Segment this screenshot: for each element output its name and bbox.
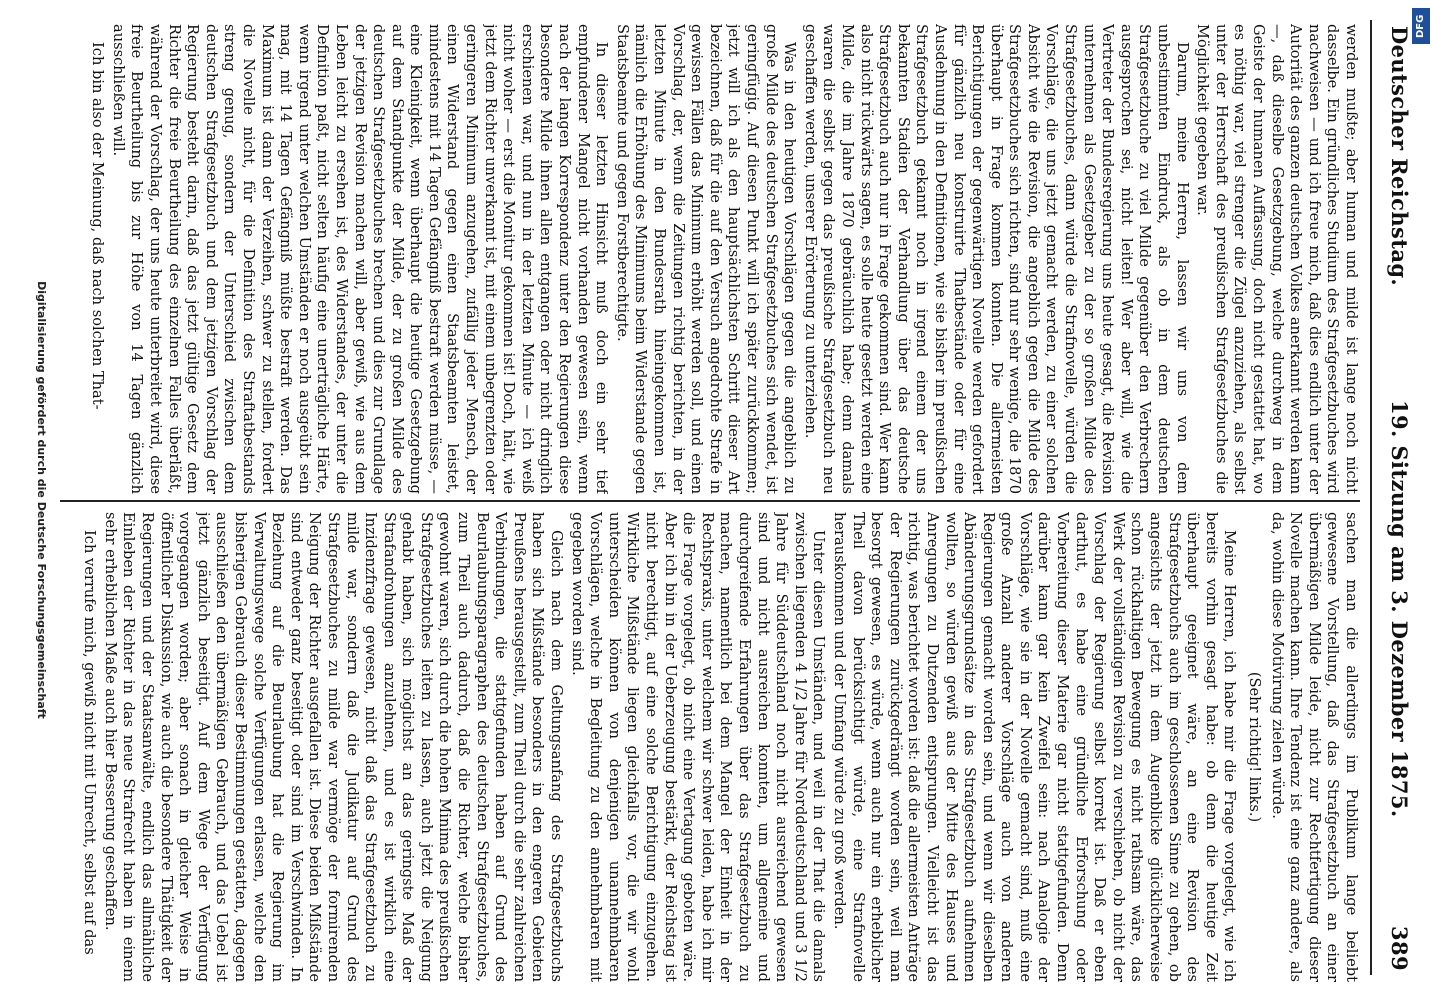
dfg-logo: DFG xyxy=(1412,8,1430,44)
right-column xyxy=(60,512,1360,982)
publication-title: Deutscher Reichstag. xyxy=(1387,26,1412,287)
header-rule xyxy=(1370,20,1372,975)
column-rule xyxy=(60,500,1360,502)
interjection: (Sehr richtig! links.) xyxy=(1246,671,1264,823)
paragraph: Meine Herren, ich habe mir die Frage vorgelegt, wie ich bereits vorhin gesagt habe: ob denn die heutige Zeit überhaupt geeignet wäre, an eine Revision des Strafgesetzbuchs auch im geschlossenen Sinne zu gehen, ob angesichts der jetzt in dem Augenblicke glücklicherweise schon rückhaltigen Bewegung es nicht rathsam wäre, das Werk der vollständigen Revision zu verschieben, ob nicht der Vorschlag der Regierung selbst korrekt ist. Daß er eben darthut, es habe eine gründliche Erforschung oder Vorbereitung dieser Materie gar nicht stattgefunden. Denn darüber kann gar kein Zweifel sein: nach Analogie der Vorschläge, wie sie in der Novelle gemacht sind, muß eine große Anzahl anderer Vorschläge auch von anderen Regierungen gemacht worden sein, und wenn wir dieselben Abänderungsgrundsätze in das Strafgesetzbuch aufnehmen wollten, so würden gewiß aus der Mitte des Hauses und Anregungen zu Dutzenden entsprungen. Vielleicht ist das richtig, was berichtet worden ist: daß die allermeisten Anträge der Regierungen zurückgedrängt worden sein, weil man besorgt gewesen, es würde, wenn auch nur ein erheblicher Theil davon berücksichtigt würde, eine Strafnovelle herauskommen und der Umfang würde zu groß werden. xyxy=(830,512,1239,982)
running-head xyxy=(1378,20,1412,975)
paragraph: Darum, meine Herren, lassen wir uns von dem unbestimmten Eindruck, als ob in dem deutschen Strafgesetzbuche zu viel Milde gegenüber den Verbrechern ausgesprochen sei, nicht leiten! Wer aber will, wie die Vertreter der Bundesregierung uns heute gesagt, die Revision unternehmen als Gesetzgeber zu der so großen Milde des Strafgesetzbuches, dann würde die Strafnovelle, würden die Vorschläge, die uns jetzt gemacht werden, zu einer solchen Absicht wie die Revision, die angeblich gegen die Milde des Strafgesetzbuches sich richten, sind nur sehr wenige, die 1870 überhaupt in Frage kommen konnten. Die allermeisten Berichtigungen der gegenwärtigen Novelle werden gefordert für gänzlich neu konstruirte Thatbestände oder für eine Ausdehnung in den Definitionen, wie sie bisher im preußischen Strafgesetzbuch gekannt noch in irgend einem der uns bekannten Stadien der Verhandlung über das deutsche Strafgesetzbuch auch nur in Frage gekommen sind. Wer kann also nicht rückwärts sagen, es solle heute gesetzt werden eine Milde, die im Jahre 1870 gebräuchlich habe; denn damals waren die selbst gegen das preußische Strafgesetzbuch neu geschaffen werden, unserer Erörterung zu unterziehen. xyxy=(801,24,1191,494)
digitization-note: Digitalisierung gefördert durch die Deutsche Forschungsgemeinschaft xyxy=(35,281,48,719)
paragraph: Ich verrufe mich, gewiß nicht mit Unrecht, selbst auf das xyxy=(81,530,99,955)
paragraph: Gleich nach dem Geltungsanfang des Strafgesetzbuchs haben sich Mißstände besonders in den engeren Gebieten Preußens herausgestellt, zum Theil durch die sehr zahlreichen Verbindungen, die stattgefunden haben auf Grund des Beurlaubungsparagraphen des deutschen Strafgesetzbuches, zum Theil auch dadurch, daß die Richter, welche bisher gewohnt waren, sich durch die hohen Minima des preußischen Strafgesetzbuches leiten zu lassen, auch jetzt die Neigung gehabt haben, sich möglichst an das geringste Maß der Strafandrohungen anzulehnen, und es ist wirklich eine Inzidenzfrage gewesen, nicht daß das Strafgesetzbuch zu milde war, sondern daß die Judikatur auf Grund des Strafgesetzbuches zu milde war vermöge der formirenden Neigung der Richter ausgefallen ist. Diese beiden Mißstände sind entweder ganz beseitigt oder sind im Verschwinden. In Beziehung auf die Beurlaubung hat die Regierung im Verwaltungswege solche Verfügungen erlassen, welche den bisherigen Gebrauch dieser Bestimmungen gestatten, dagegen ausschließen den übermäßigen Gebrauch, und das Uebel ist jetzt gänzlich beseitigt. Auf dem Wege der Verfügung vorgegangen worden; aber sonach in gleicher Weise in öffentlicher Diskussion, wie auch die besondere Thätigkeit der Regierungen und der Staatsanwälte, endlich das allmähliche Einleben der Richter in das neue Strafrecht haben in einem sehr erheblichen Maße auch hier Besserung geschaffen. xyxy=(101,512,566,982)
left-column xyxy=(60,24,1360,494)
paragraph: Ich bin also der Meinung, daß nach solchen That- xyxy=(89,42,107,410)
paragraph: sachen man die allerdings im Publikum lange beliebt gewesene Vorstellung, daß das Strafgesetzbuch an einer übermäßigen Milde leide, nicht zur Rechtfertigung dieser Novelle machen kann. Ihre Tendenz ist eine ganz andere, als da, wohin diese Motivirung zielen würde. xyxy=(1268,512,1360,982)
paragraph: werden mußte; aber human und milde ist lange noch nicht dasselbe. Ein gründliches Studium des Strafgesetzbuches wird nachweisen — und ich freue mich, daß dies endlich unter der Autorität des ganzen deutschen Volkes anerkannt werden kann —, daß dieselbe Gesetzgebung, welche durchweg in dem Geiste der humanen Auffassung, doch nicht gestattet hat, wo es nöthig war, viel strenger die Zügel anzuziehen, als selbst unter der Herrschaft des preußischen Strafgesetzbuches die Möglichkeit gegeben war. xyxy=(1194,24,1360,494)
session-title: 19. Sitzung am 3. Dezember 1875. xyxy=(1387,400,1412,818)
paragraph: Was in den heutigen Vorschlägen gegen die angeblich zu große Milde des deutschen Strafgesetzbuches sich wendet, ist geringfügig. Auf diesen Punkt will ich später zurückkommen; jetzt will ich als den hauptsächlichsten Schritt dieser Art bezeichnen, daß für die auf den Versuch angedrohte Strafe in gewissen Fällen das Minimum erhöht werden soll, und einen Vorschlag, der, wenn die Zeitungen richtig berichten, in der letzten Minute in den Bundesrath hineingekommen ist, nämlich die Erhöhung des Minimums beim Widerstande gegen Staatsbeamte und gegen Forstberechtigte. xyxy=(613,24,799,494)
paragraph: In dieser letzten Hinsicht muß doch ein sehr tief empfundener Mangel nicht vorhanden gewesen sein, wenn nach der langen Korrespondenz unter den Regierungen diese besondere Milde ihnen allen entgangen oder nicht dringlich erschienen war, und nun in der letzten Minute — ich weiß nicht woher — erst die Monitur gekommen ist! Doch, hält, wie jetzt dem Richter unverkannt ist, mit einem unbegrenzten oder geringeren Minimum anzugehen, zufällig jeder Mensch, der einen Widerstand gegen einen Staatsbeamten leistet, mindestens mit 14 Tagen Gefängniß bestraft werden müsse, — eine Kleinigkeit, wenn überhaupt die heutige Gesetzgebung auf dem Standpunkte der Milde, der zu großen Milde des deutschen Strafgesetzbuches brechen und dies zur Grundlage der jetzigen Revision machen will, aber gewiß, wie aus dem Leben leicht zu ersehen ist, des Widerstandes, der unter die Definition paßt, nicht selten häufig eine unerträgliche Härte, wenn irgend unter welchen Umständen er noch ausgeübt sein mag, mit 14 Tagen Gefängniß müßte bestraft werden. Das Maximum ist dann der Verzeihen, schwer zu stellen, fordert die Novelle nicht, für die Definition des Straftatbestands streng genug, sondern der Unterschied zwischen dem deutschen Strafgesetzbuch und dem jetzigen Vorschlag der Regierung besteht darin, daß das jetzt gültige Gesetz dem Richter die freie Beurtheilung des einzelnen Falles überläßt, während der Vorschlag, der uns heute unterbreitet wird, diese freie Beurtheilung bis zur Höhe von 14 Tagen gänzlich ausschließen will. xyxy=(109,24,611,494)
page-number: 389 xyxy=(1387,925,1412,971)
paragraph: Unter diesen Umständen, und weil in der That die damals zwischen liegenden 4 1/2 Jahre für Norddeutschland und 3 1/2 Jahre für Süddeutschland noch nicht ausreichend gewesen sind und nicht ausreichen konnten, um allgemeine und durchgreifende Erfahrungen über das Strafgesetzbuch zu machen, namentlich bei dem Mangel der Einheit in der Rechtspraxis, unter welchem wir schwer leiden, habe ich mir die Frage vorgelegt, ob nicht eine Vertagung geboten wäre. Aber ich bin in der Ueberzeugung bestärkt, der Reichstag ist nicht berechtigt, auf eine solche Berichtigung einzugehen. Wirkliche Mißstände liegen gleichfalls vor, die wir wohl unterscheiden können von denjenigen unannehmbaren Vorschlägen, welche in Begleitung zu den annehmbaren mit gegeben worden sind. xyxy=(568,512,828,982)
